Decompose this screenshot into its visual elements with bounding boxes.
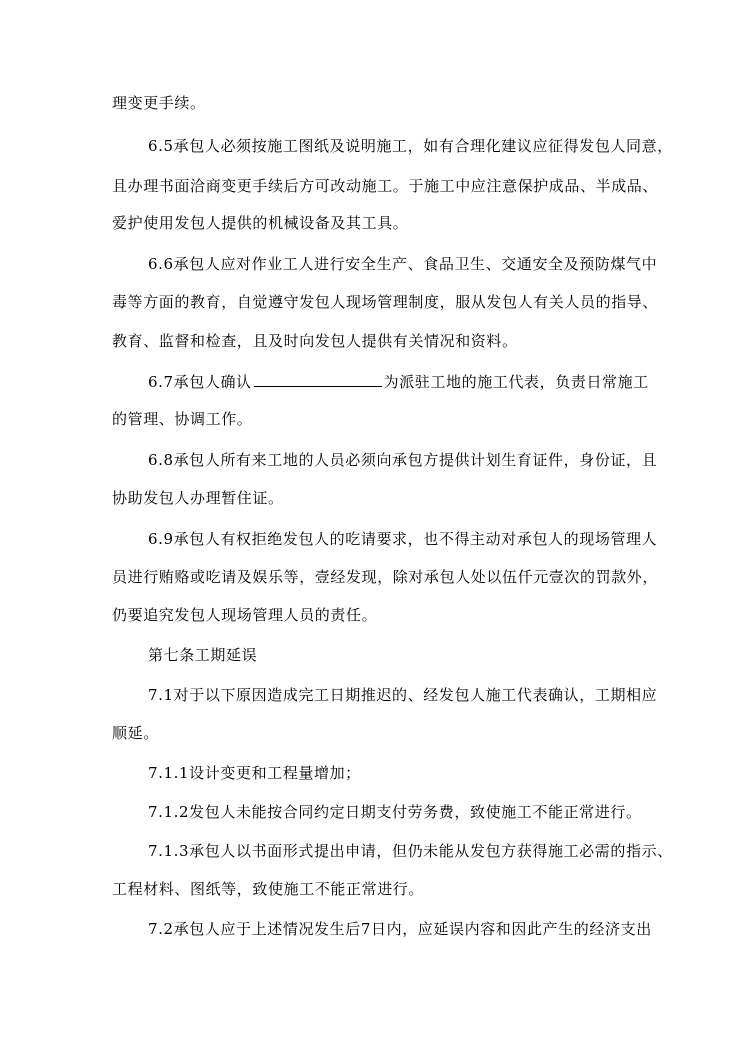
clause-6-9-line-2: 员进行贿赂或吃请及娱乐等，壹经发现，除对承包人处以伍仟元壹次的罚款外， (112, 568, 659, 586)
clause-7-1-2: 7.1.2发包人未能按合同约定日期支付劳务费，致使施工不能正常进行。 (148, 803, 642, 821)
article-7-heading: 第七条工期延误 (148, 646, 258, 664)
clause-6-6-line-1: 6.6承包人应对作业工人进行安全生产、食品卫生、交通安全及预防煤气中 (148, 255, 658, 273)
clause-6-5-line-2: 且办理书面洽商变更手续后方可改动施工。于施工中应注意保护成品、半成品、 (112, 177, 659, 195)
clause-6-9-line-3: 仍要追究发包人现场管理人员的责任。 (112, 606, 378, 624)
clause-6-8-line-2: 协助发包人办理暂住证。 (112, 489, 284, 507)
clause-6-7-text-before: 6.7承包人确认 (148, 373, 252, 391)
clause-7-1-line-2: 顺延。 (112, 724, 159, 742)
clause-6-5-line-3: 爱护使用发包人提供的机械设备及其工具。 (112, 214, 409, 232)
clause-6-7-line-2: 的管理、协调工作。 (112, 410, 253, 428)
clause-6-6-line-2: 毒等方面的教育，自觉遵守发包人现场管理制度，服从发包人有关人员的指导、 (112, 293, 659, 311)
clause-6-7-line-1 (148, 372, 649, 392)
clause-7-1-line-1: 7.1对于以下原因造成完工日期推迟的、经发包人施工代表确认，工期相应 (148, 686, 658, 704)
text-line-1: 理变更手续。 (112, 94, 206, 112)
clause-6-8-line-1: 6.8承包人所有来工地的人员必须向承包方提供计划生育证件，身份证，且 (148, 451, 658, 469)
clause-7-1-3-line-2: 工程材料、图纸等，致使施工不能正常进行。 (112, 880, 425, 898)
clause-6-7-text-after: 为派驻工地的施工代表，负责日常施工 (383, 373, 649, 391)
clause-7-1-3-line-1: 7.1.3承包人以书面形式提出申请，但仍未能从发包方获得施工必需的指示、 (148, 842, 673, 860)
clause-6-9-line-1: 6.9承包人有权拒绝发包人的吃请要求，也不得主动对承包人的现场管理人 (148, 530, 658, 548)
clause-7-2-line-1: 7.2承包人应于上述情况发生后7日内，应延误内容和因此产生的经济支出 (148, 920, 652, 938)
clause-6-6-line-3: 教育、监督和检查，且及时向发包人提供有关情况和资料。 (112, 332, 518, 350)
clause-6-5-line-1: 6.5承包人必须按施工图纸及说明施工，如有合理化建议应征得发包人同意， (148, 137, 673, 155)
representative-name-blank (254, 372, 382, 387)
clause-7-1-1: 7.1.1设计变更和工程量增加； (148, 764, 361, 782)
